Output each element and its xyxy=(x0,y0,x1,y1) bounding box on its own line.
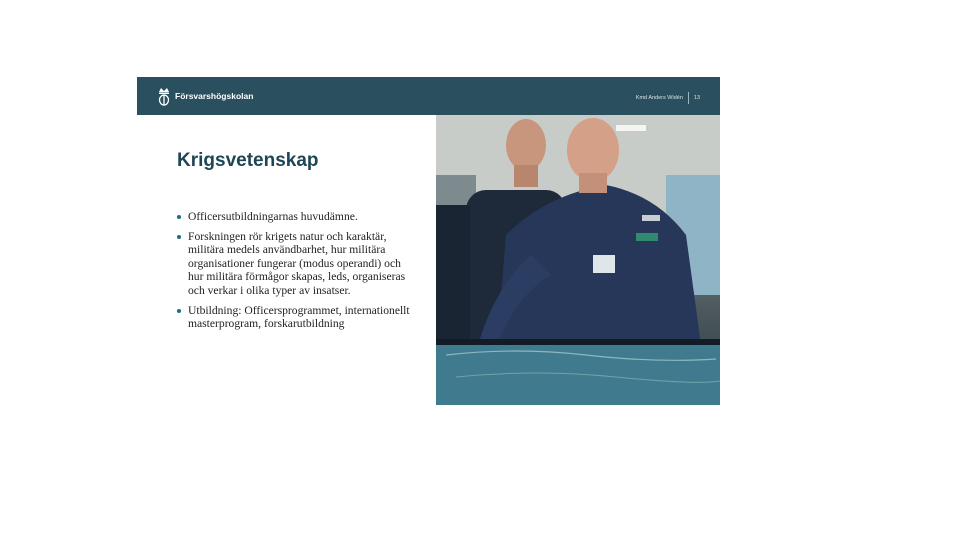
bullet-text: Utbildning: Officersprogrammet, internationellt masterprogram, forskarutbildning xyxy=(188,303,410,331)
officers-photo xyxy=(436,115,720,405)
bullet-dot-icon xyxy=(177,215,181,219)
bullet-list xyxy=(177,210,413,337)
bullet-text: Forskningen rör krigets natur och karaktär, militära medels användbarhet, hur militära organisationer fungerar (modus operandi) och hur militära förmågor skapas, leds, organiseras och verkar i olika typer av insatser. xyxy=(188,229,406,297)
bullet-item xyxy=(177,230,413,298)
crown-emblem-icon xyxy=(157,86,171,106)
logo-text: Försvarshögskolan xyxy=(175,91,254,101)
page-number: 13 xyxy=(693,95,700,101)
slide xyxy=(137,77,720,405)
bullet-dot-icon xyxy=(177,235,181,239)
logo xyxy=(157,86,253,106)
author-name: Kmd Anders Widén xyxy=(635,95,683,101)
header-info xyxy=(636,92,700,104)
header-divider xyxy=(688,92,689,104)
header-bar xyxy=(137,77,720,115)
slide-title: Krigsvetenskap xyxy=(177,150,319,171)
photo-illustration xyxy=(436,115,720,405)
bullet-item xyxy=(177,210,413,224)
bullet-item xyxy=(177,304,413,331)
bullet-text: Officersutbildningarnas huvudämne. xyxy=(188,210,358,223)
bullet-dot-icon xyxy=(177,309,181,313)
